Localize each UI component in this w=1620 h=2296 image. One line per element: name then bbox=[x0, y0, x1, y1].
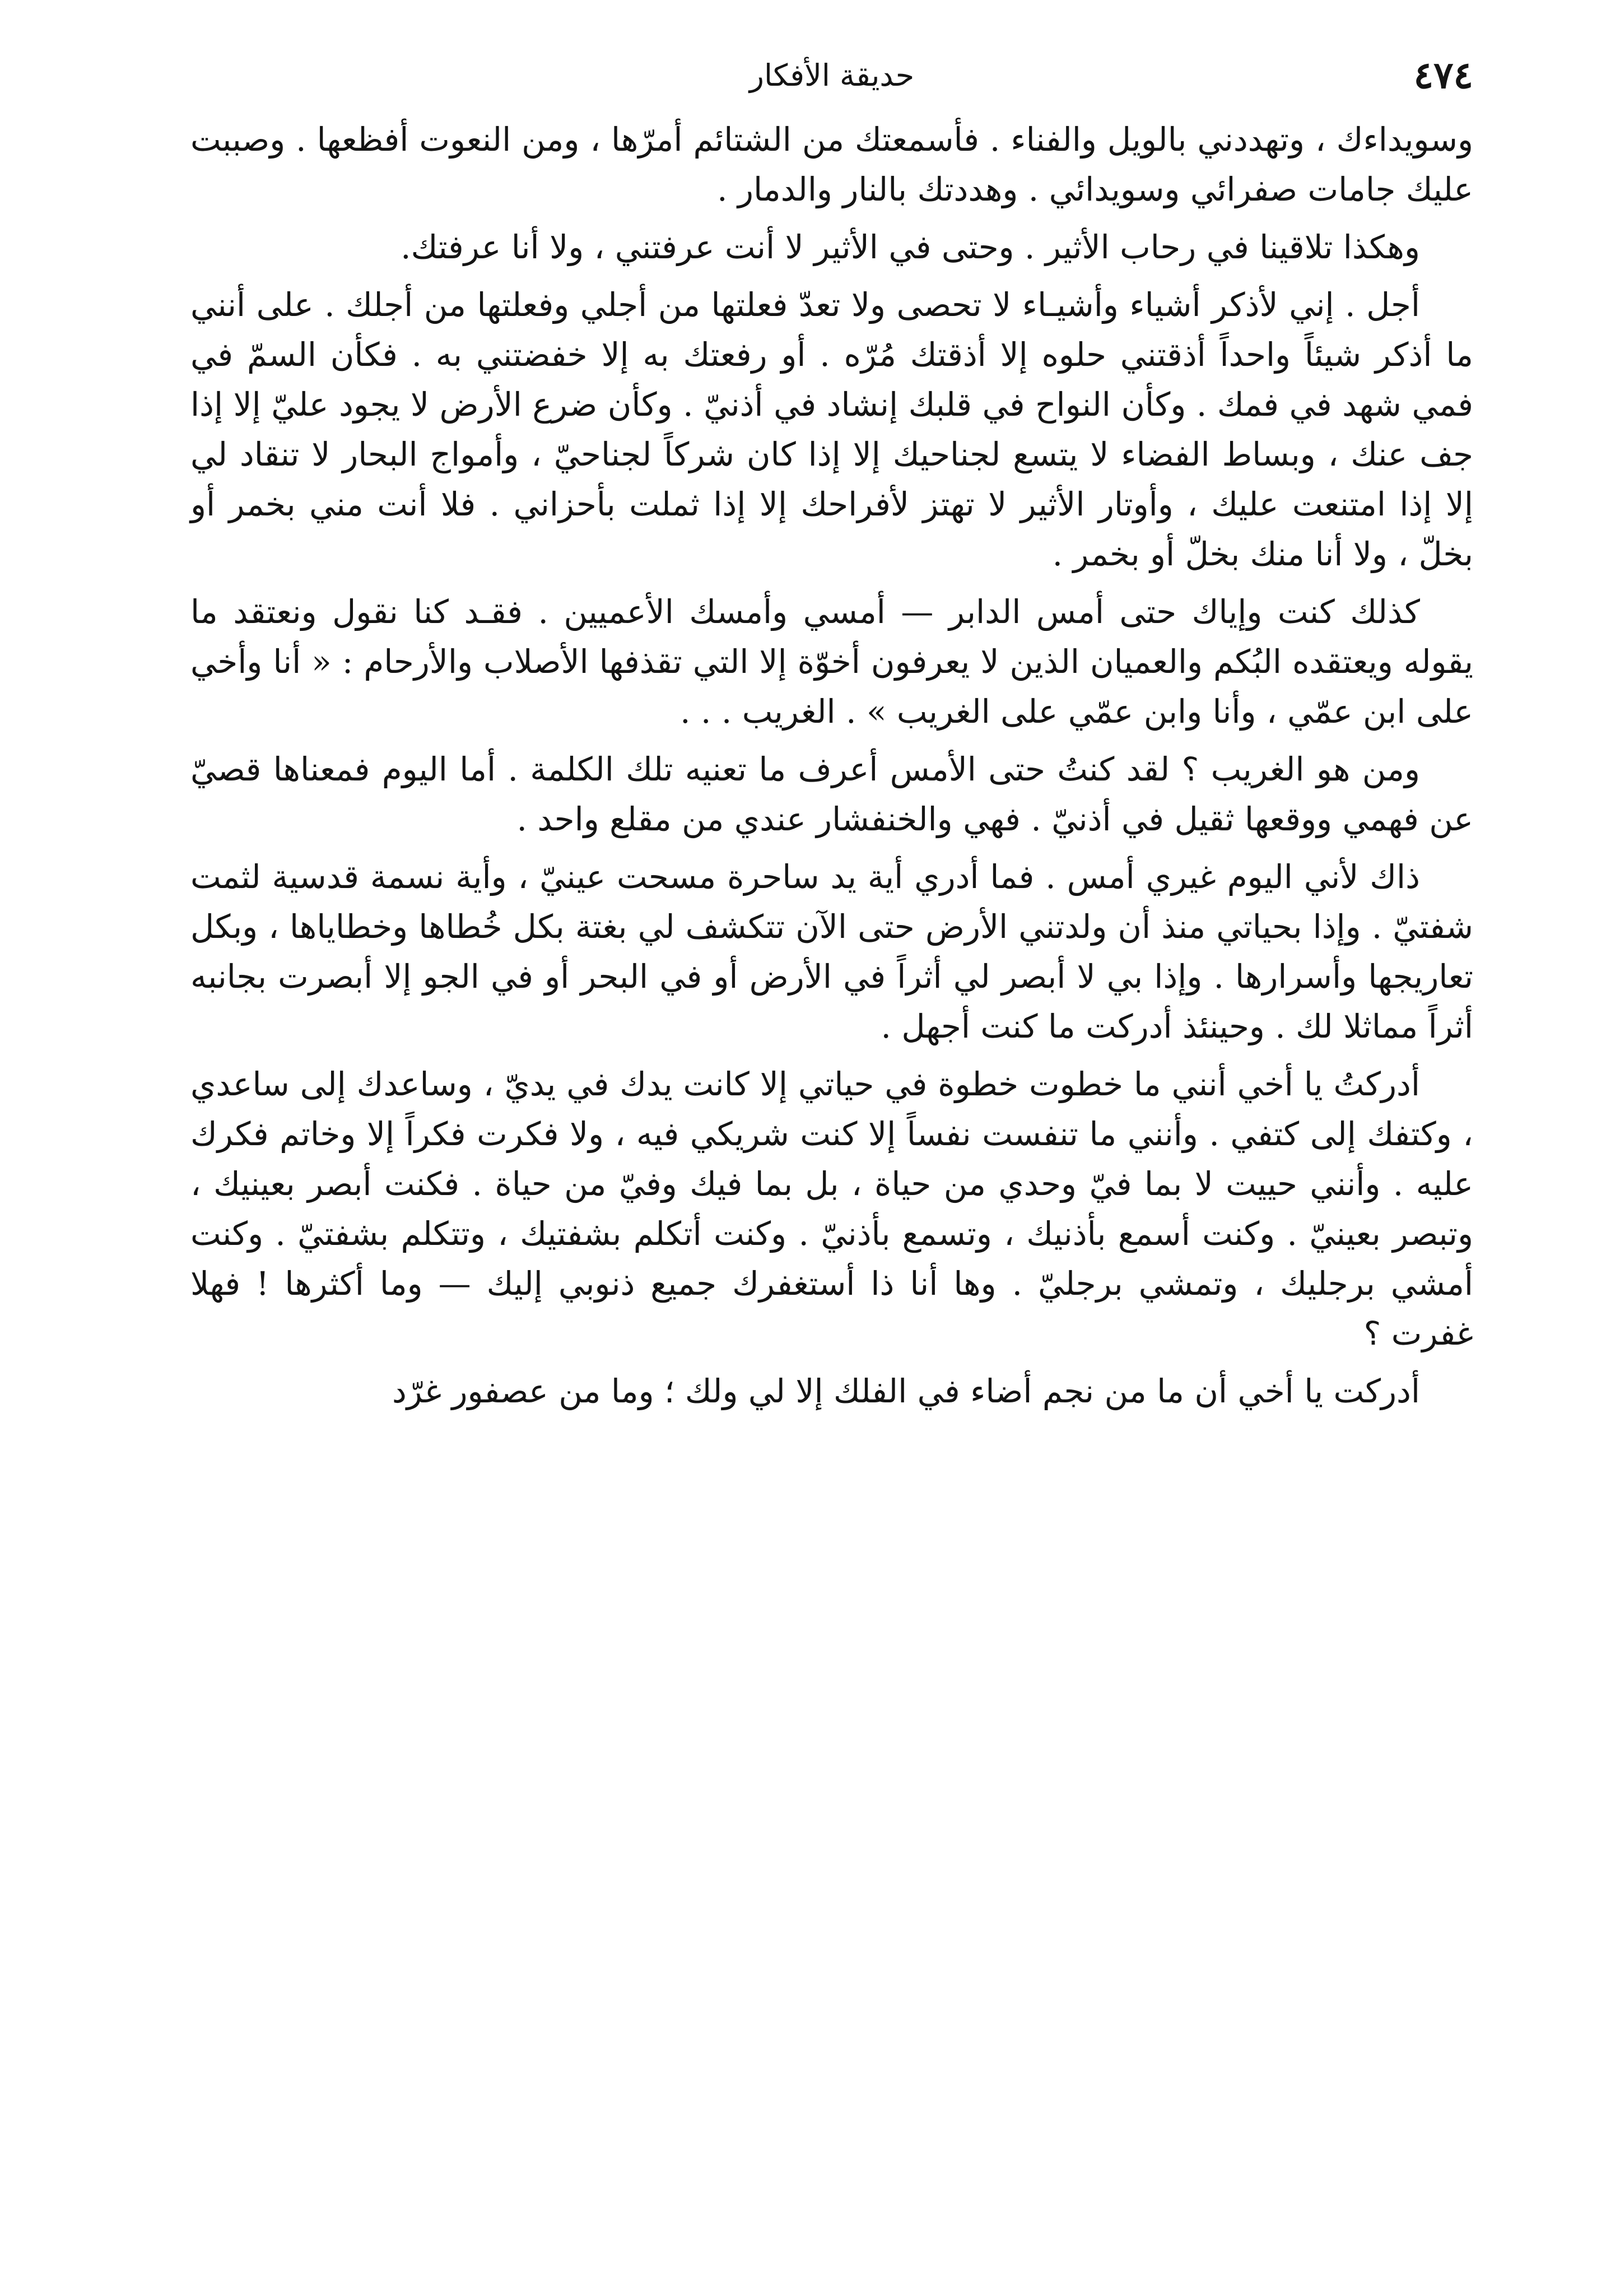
running-head bbox=[190, 53, 1473, 115]
paragraph-8: أدركت يا أخي أن ما من نجم أضاء في الفلك إلا لي ولك ؛ وما من عصفور غرّد bbox=[392, 1372, 1420, 1410]
book-page bbox=[190, 53, 1473, 2249]
paragraph-3: أجل . إني لأذكر أشياء وأشيـاء لا تحصى ولا تعدّ فعلتها من أجلي وفعلتها من أجلك . على أنني ما أذكر شيئاً واحداً أذقتني حلوه إلا أذقتك مُرّه . أو رفعتك به إلا خفضتني به . فكأن السمّ في فمي شهد في فمك . وكأن النواح في قلبك إنشاد في أذنيّ . وكأن ضرع الأرض لا يجود عليّ إلا إذا جف عنك ، وبساط الفضاء لا يتسع لجناحيك إلا إذا كان شركاً لجناحيّ ، وأمواج البحار لا تنقاد لي إلا إذا امتنعت عليك ، وأوتار الأثير لا تهتز لأفراحك إلا إذا ثملت بأحزاني . فلا أنت مني بخمر أو بخلّ ، ولا أنا منك بخلّ أو بخمر . bbox=[190, 286, 1473, 573]
paragraph-4: كذلك كنت وإياك حتى أمس الدابر — أمسي وأمسك الأعميين . فقـد كنا نقول ونعتقد ما يقوله ويعتقده البُكم والعميان الذين لا يعرفون أخوّة إلا التي تقذفها الأصلاب والأرحام : « أنا وأخي على ابن عمّي ، وأنا وابن عمّي على الغريب » . الغريب . . . bbox=[190, 593, 1473, 731]
paragraph-6: ذاك لأني اليوم غيري أمس . فما أدري أية يد ساحرة مسحت عينيّ ، وأية نسمة قدسية لثمت شفتيّ . وإذا بحياتي منذ أن ولدتني الأرض حتى الآن تتكشف لي بغتة بكل خُطاها وخطاياها ، وبكل تعاريجها وأسرارها . وإذا بي لا أبصر لي أثراً في الأرض أو في البحر أو في الجو إلا أبصرت بجانبه أثراً مماثلا لك . وحينئذ أدركت ما كنت أجهل . bbox=[190, 858, 1473, 1045]
page-number: ٤٧٤ bbox=[1413, 53, 1473, 97]
paragraph-1: وسويداءك ، وتهددني بالويل والفناء . فأسمعتك من الشتائم أمرّها ، ومن النعوت أفظعها . وصببت عليك جامات صفرائي وسويدائي . وهددتك بالنار والدمار . bbox=[190, 120, 1473, 208]
paragraph-7: أدركتُ يا أخي أنني ما خطوت خطوة في حياتي إلا كانت يدك في يديّ ، وساعدك إلى ساعدي ، وكتفك إلى كتفي . وأنني ما تنفست نفساً إلا كنت شريكي فيه ، ولا فكرت فكراً إلا وخاتم فكرك عليه . وأنني حييت لا بما فيّ وحدي من حياة ، بل بما فيك وفيّ من حياة . فكنت أبصر بعينيك ، وتبصر بعينيّ . وكنت أسمع بأذنيك ، وتسمع بأذنيّ . وكنت أتكلم بشفتيك ، وتتكلم بشفتيّ . وكنت أمشي برجليك ، وتمشي برجليّ . وها أنا ذا أستغفرك جميع ذنوبي إليك — وما أكثرها ! فهلا غفرت ؟ bbox=[190, 1065, 1473, 1352]
running-title: حديقة الأفكار bbox=[749, 58, 915, 93]
paragraph-2: وهكذا تلاقينا في رحاب الأثير . وحتى في الأثير لا أنت عرفتني ، ولا أنا عرفتك. bbox=[401, 228, 1420, 266]
paragraph-5: ومن هو الغريب ؟ لقد كنتُ حتى الأمس أعرف ما تعنيه تلك الكلمة . أما اليوم فمعناها قصيّ عن فهمي ووقعها ثقيل في أذنيّ . فهي والخنفشار عندي من مقلع واحد . bbox=[190, 750, 1473, 838]
body-text bbox=[190, 115, 1473, 1416]
